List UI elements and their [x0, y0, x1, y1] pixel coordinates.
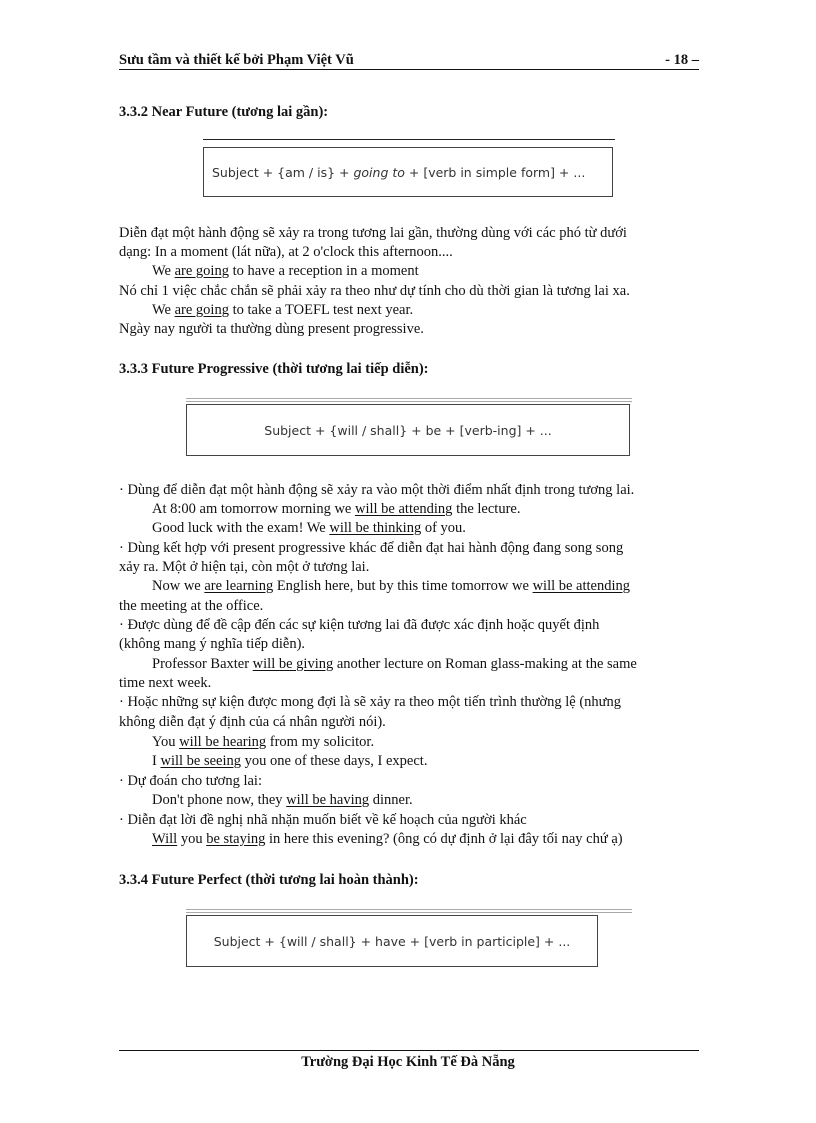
example-sentence: Professor Baxter will be giving another lecture on Roman glass-making at the same	[152, 656, 637, 672]
bullet-line: · Diễn đạt lời đề nghị nhã nhặn muốn biết về kế hoạch của người khác	[119, 812, 527, 828]
section-title-future-progressive: 3.3.3 Future Progressive (thời tương lai tiếp diễn):	[119, 361, 429, 377]
example-sentence: At 8:00 am tomorrow morning we will be attending the lecture.	[152, 501, 521, 517]
example-sentence: Don't phone now, they will be having dinner.	[152, 792, 413, 808]
bullet-line: · Dùng kết hợp với present progressive khác để diễn đạt hai hành động đang song song	[119, 540, 624, 556]
example-sentence: We are going to take a TOEFL test next year.	[152, 302, 414, 318]
formula-box-future-progressive	[186, 404, 630, 456]
example-sentence: We are going to have a reception in a moment	[152, 263, 419, 279]
section-title-near-future: 3.3.2 Near Future (tương lai gần):	[119, 104, 329, 120]
footer-rule	[119, 1050, 699, 1051]
paragraph-line: không diễn đạt ý định của cá nhân người nói).	[119, 714, 386, 730]
example-sentence: I will be seeing you one of these days, I expect.	[152, 753, 428, 769]
paragraph-line: Diễn đạt một hành động sẽ xảy ra trong tương lai gần, thường dùng với các phó từ dưới	[119, 225, 627, 241]
paragraph-line: time next week.	[119, 675, 212, 691]
formula-box-near-future	[203, 147, 613, 197]
example-sentence: Good luck with the exam! We will be thinking of you.	[152, 520, 466, 536]
section-title-future-perfect: 3.3.4 Future Perfect (thời tương lai hoàn thành):	[119, 872, 419, 888]
bullet-line: · Dùng để diễn đạt một hành động sẽ xảy ra vào một thời điểm nhất định trong tương lai.	[119, 482, 635, 498]
formula-top-rule	[186, 912, 632, 913]
paragraph-line: Ngày nay người ta thường dùng present progressive.	[119, 321, 424, 337]
page-number: - 18 –	[665, 52, 699, 68]
formula-text: Subject + {am / is} + going to + [verb in simple form] + ...	[212, 164, 586, 180]
bullet-line: · Dự đoán cho tương lai:	[119, 773, 262, 789]
page-header	[119, 52, 699, 70]
bullet-line: · Được dùng để đề cập đến các sự kiện tương lai đã được xác định hoặc quyết định	[119, 617, 600, 633]
page-footer: Trường Đại Học Kinh Tế Đà Nẵng	[301, 1054, 515, 1070]
paragraph-line: (không mang ý nghĩa tiếp diễn).	[119, 636, 306, 652]
bullet-line: · Hoặc những sự kiện được mong đợi là sẽ xảy ra theo một tiến trình thường lệ (nhưng	[119, 694, 622, 710]
formula-top-rule	[186, 398, 632, 399]
paragraph-line: dạng: In a moment (lát nữa), at 2 o'clock this afternoon....	[119, 244, 453, 260]
formula-box-future-perfect	[186, 915, 598, 967]
formula-top-rule	[203, 139, 615, 140]
example-sentence: You will be hearing from my solicitor.	[152, 734, 375, 750]
paragraph-line: the meeting at the office.	[119, 598, 264, 614]
header-author: Sưu tầm và thiết kế bởi Phạm Việt Vũ	[119, 52, 354, 68]
formula-text: Subject + {will / shall} + have + [verb in participle] + ...	[213, 933, 571, 949]
formula-top-rule	[186, 909, 632, 910]
example-sentence: Now we are learning English here, but by this time tomorrow we will be attending	[152, 578, 631, 594]
formula-text: Subject + {will / shall} + be + [verb-ing] + ...	[264, 422, 552, 438]
formula-top-rule	[186, 401, 632, 402]
paragraph-line: xảy ra. Một ở hiện tại, còn một ở tương lai.	[119, 559, 370, 575]
example-sentence: Will you be staying in here this evening? (ông có dự định ở lại đây tối nay chứ ạ)	[152, 831, 623, 847]
paragraph-line: Nó chỉ 1 việc chắc chắn sẽ phải xảy ra theo như dự tính cho dù thời gian là tương lai xa.	[119, 283, 630, 299]
